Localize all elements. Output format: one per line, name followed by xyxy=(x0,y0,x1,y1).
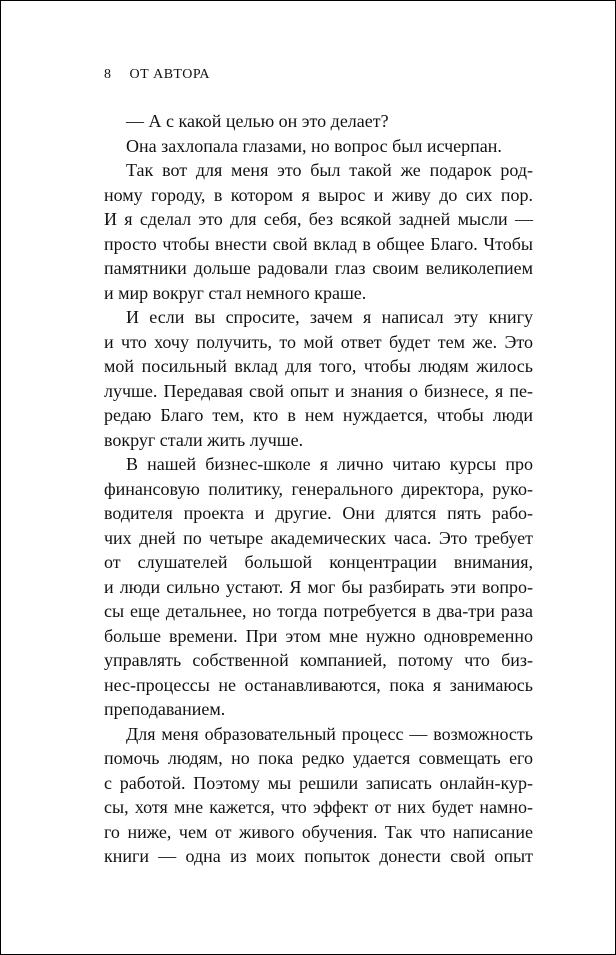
text-line: сы еще детальнее, но тогда потребуется в два-три раза xyxy=(104,601,533,621)
text-line: И если вы спросите, зачем я написал эту книгу xyxy=(126,307,533,327)
text-line: И я сделал это для себя, без всякой задней мысли — xyxy=(104,209,533,229)
text-line: Для меня образовательный процесс — возможность xyxy=(126,723,533,744)
text-line: и мир вокруг стал немного краше. xyxy=(104,282,367,303)
text-line: просто чтобы внести свой вклад в общее Благо. Чтобы xyxy=(104,233,533,254)
section-title: ОТ АВТОРА xyxy=(129,67,211,82)
paragraph xyxy=(104,134,533,159)
body-text xyxy=(104,109,533,869)
paragraph xyxy=(104,452,533,722)
text-line: — А с какой целью он это делает? xyxy=(126,111,389,131)
text-line: финансовую политику, генерального директора, руко- xyxy=(104,478,533,499)
text-line: с работой. Поэтому мы решили записать онлайн-кур- xyxy=(104,772,533,793)
text-line: управлять собственной компанией, потому что биз- xyxy=(104,650,533,670)
text-line: ному городу, в котором я вырос и живу до сих пор. xyxy=(104,184,533,205)
paragraph xyxy=(104,109,533,134)
text-line: сы, хотя мне кажется, что эффект от них будет намно- xyxy=(104,797,533,817)
text-line: Так вот для меня это был такой же подарок род- xyxy=(126,160,533,180)
text-line: водителя проекта и другие. Они длятся пять рабо- xyxy=(104,503,533,523)
text-line: памятники дольше радовали глаз своим великолепием xyxy=(104,258,533,278)
paragraph xyxy=(104,158,533,305)
text-line: лучше. Передавая свой опыт и знания о бизнесе, я пе- xyxy=(104,380,533,401)
text-line: В нашей бизнес-школе я лично читаю курсы про xyxy=(126,454,533,474)
text-line: Она захлопала глазами, но вопрос был исчерпан. xyxy=(126,135,502,156)
text-line: преподаванием. xyxy=(104,699,226,719)
text-line: от слушателей большой концентрации внимания, xyxy=(104,552,533,572)
page-number: 8 xyxy=(104,67,112,82)
text-line: мой посильный вклад для того, чтобы людям жилось xyxy=(104,356,533,376)
text-line: редаю Благо тем, кто в нем нуждается, чтобы люди xyxy=(104,405,533,425)
text-line: и люди сильно устают. Я мог бы разбирать эти вопро- xyxy=(104,576,533,597)
text-line: и что хочу получить, то мой ответ будет тем же. Это xyxy=(104,331,533,352)
text-line: вокруг стали жить лучше. xyxy=(104,429,304,450)
text-line: книги — одна из моих попыток донести свой опыт xyxy=(104,846,533,866)
text-line: помочь людям, но пока редко удается совмещать его xyxy=(104,748,533,768)
paragraph xyxy=(104,305,533,452)
paragraph xyxy=(104,722,533,869)
text-line: го ниже, чем от живого обучения. Так что написание xyxy=(104,821,533,842)
text-line: чих дней по четыре академических часа. Это требует xyxy=(104,527,533,548)
running-header xyxy=(104,67,210,83)
text-line: больше времени. При этом мне нужно одновременно xyxy=(104,625,533,646)
text-line: нес-процессы не останавливаются, пока я занимаюсь xyxy=(104,674,533,695)
